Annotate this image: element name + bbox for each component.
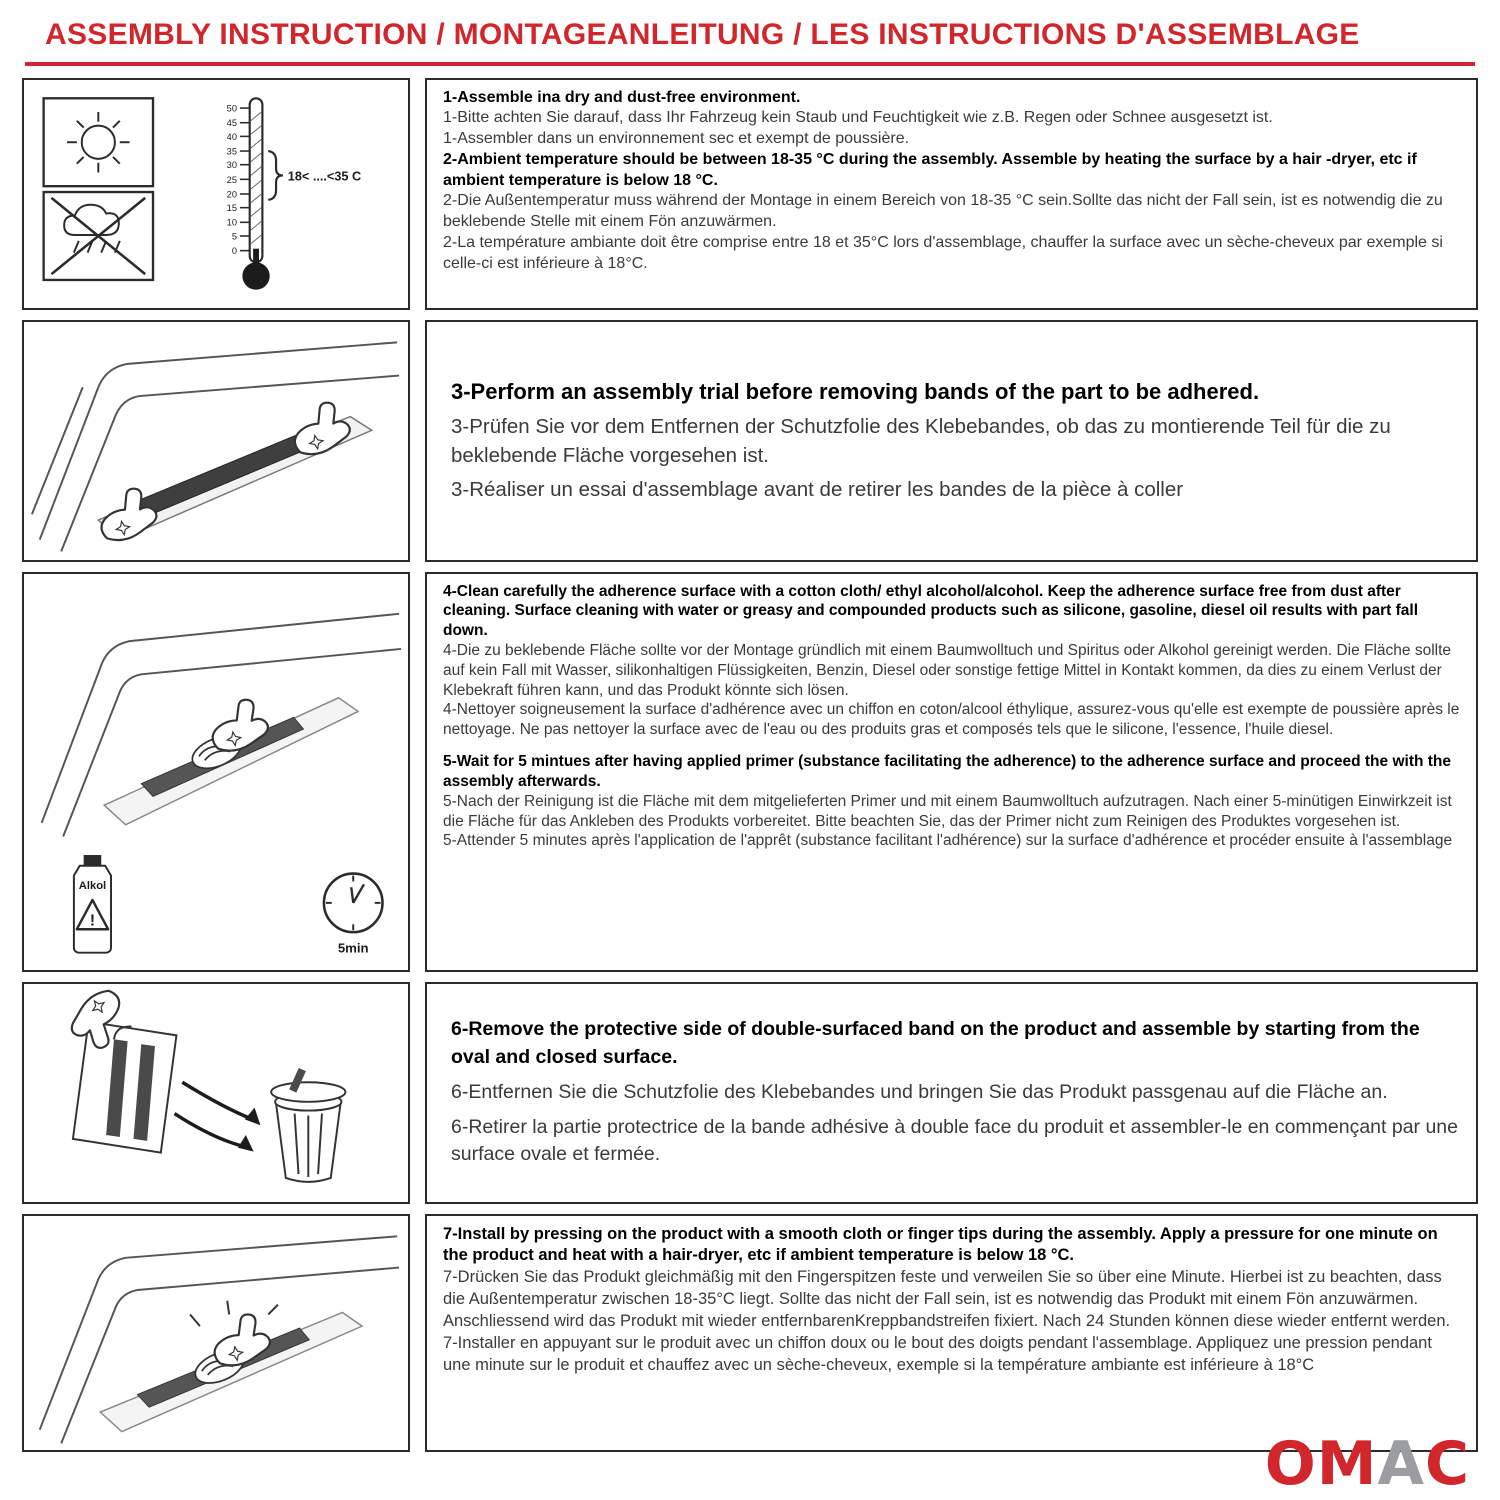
svg-text:5min: 5min bbox=[337, 940, 369, 956]
text-panel-step-6 bbox=[425, 982, 1478, 1204]
svg-text:Alkol: Alkol bbox=[78, 879, 107, 892]
sill-trim-product bbox=[133, 432, 317, 516]
svg-text:40: 40 bbox=[226, 131, 237, 142]
instruction-step2-fr: 2-La température ambiante doit être comprise entre 18 et 35°C lors d'assemblage, chauffer la surface avec un sèche-cheveux par exemple si celle-ci est inférieure à 18°C. bbox=[443, 234, 1443, 272]
no-rain-icon bbox=[51, 197, 145, 273]
instruction-step1-de: 1-Bitte achten Sie darauf, dass Ihr Fahrzeug kein Staub und Feuchtigkeit wie z.B. Regen oder Schnee ausgesetzt ist. bbox=[443, 109, 1273, 127]
section-step-3 bbox=[22, 320, 1478, 562]
page-title: ASSEMBLY INSTRUCTION / MONTAGEANLEITUNG / LES INSTRUCTIONS D'ASSEMBLAGE bbox=[45, 18, 1360, 51]
logo-letter-c: C bbox=[1424, 1429, 1470, 1499]
sun-icon bbox=[67, 111, 130, 172]
instruction-step4-fr: 4-Nettoyer soigneusement la surface d'adhérence avec un chiffon en coton/alcool éthylique, assurez-vous qu'elle est exempte de poussière après le nettoyage. Ne pas nettoyer la surface avec de l'eau ou des produits gras et composés tels que le silicone, l'essence, l'huile diesel. bbox=[443, 701, 1460, 739]
svg-text:25: 25 bbox=[226, 174, 237, 185]
logo-letters-om: OM bbox=[1264, 1429, 1378, 1499]
instruction-step7-fr: 7-Installer en appuyant sur le produit avec un chiffon doux ou le bout des doigts pendant l'assemblage. Appliquez une pression pendant une minute sur le produit et chauffez avec un sèche-cheveux, exemple si la température ambiante est inférieure à 18°C bbox=[443, 1334, 1432, 1375]
illustration-panel-cleaning bbox=[22, 572, 410, 972]
alcohol-bottle-icon bbox=[74, 855, 111, 953]
instruction-step5-en: 5-Wait for 5 mintues after having applied primer (substance facilitating the adherence) to the adherence surface and proceed the with the assembly afterwards. bbox=[443, 753, 1451, 790]
clock-icon bbox=[324, 873, 383, 955]
thermometer-scale-labels bbox=[227, 103, 237, 256]
instruction-step7-en: 7-Install by pressing on the product with a smooth cloth or finger tips during the assembly. Apply a pressure for one minute on the product and heat with a hair-dryer, etc if ambient temperature is below 18 °C. bbox=[443, 1224, 1438, 1265]
svg-text:18< ....<35 C: 18< ....<35 C bbox=[287, 168, 362, 183]
assembly-trial-illustration bbox=[28, 326, 404, 556]
svg-text:50: 50 bbox=[226, 102, 237, 113]
instruction-step2-en: 2-Ambient temperature should be between 18-35 °C during the assembly. Assemble by heating the surface by a hair -dryer, etc if ambient temperature is below 18 °C. bbox=[443, 150, 1417, 189]
left-hand-icon bbox=[95, 484, 160, 543]
svg-text:0: 0 bbox=[231, 245, 237, 256]
trash-bin-icon bbox=[271, 1082, 345, 1182]
band-removal-illustration bbox=[28, 988, 404, 1198]
text-panel-step-3 bbox=[425, 320, 1478, 562]
instruction-step7-de: 7-Drücken Sie das Produkt gleichmäßig mit den Fingerspitzen feste und verweilen Sie so über eine Minute. Hierbei ist zu beachten, dass die Außentemperatur zwischen 18-35°C liegt. Sollte das nicht der Fall sein, ist es notwendig das Produkt mit einem Fön anzuwärmen. Anschliessend wird das Produkt mit wieder entfernbarenKreppbandstreifen fixiert. Nach 24 Stunden können diese wieder entfernt werden. bbox=[443, 1268, 1451, 1331]
climate-conditions-illustration bbox=[28, 84, 404, 304]
svg-text:5: 5 bbox=[231, 230, 237, 241]
instruction-step3-de: 3-Prüfen Sie vor dem Entfernen der Schutzfolie des Klebebandes, ob das zu montierende Teil für die zu beklebende Fläche vorgesehen ist. bbox=[451, 415, 1391, 467]
illustration-panel-trial bbox=[22, 320, 410, 562]
text-panel-step-4-5 bbox=[425, 572, 1478, 972]
illustration-panel-press-install bbox=[22, 1214, 410, 1452]
right-hand-icon bbox=[288, 399, 353, 458]
pressure-lines bbox=[190, 1300, 278, 1325]
instruction-step5-de: 5-Nach der Reinigung ist die Fläche mit dem mitgelieferten Primer und mit einem Baumwolltuch aufzutragen. Nach einer 5-minütigen Einwirkzeit ist die Fläche für das Ankleben des Produkts vorbereitet. Bitte beachten Sie, das der Primer nicht zum Reinigen des Produktes vorgesehen ist. bbox=[443, 792, 1452, 830]
illustration-panel-band-removal bbox=[22, 982, 410, 1204]
svg-text:20: 20 bbox=[226, 188, 237, 199]
instruction-step2-de: 2-Die Außentemperatur muss während der Montage in einem Bereich von 18-35 °C sein.Sollte das nicht der Fall sein, ist es notwendig die zu beklebende Stelle mit einem Fön anzuwärmen. bbox=[443, 192, 1443, 231]
instruction-step3-fr: 3-Réaliser un essai d'assemblage avant de retirer les bandes de la pièce à coller bbox=[451, 477, 1184, 501]
instruction-step5-fr: 5-Attender 5 minutes après l'application de l'apprêt (substance facilitant l'adhérence) sur la surface d'adhérence et procéder ensuite à l'assemblage bbox=[443, 832, 1453, 850]
section-step-4-5 bbox=[22, 572, 1478, 972]
arrow-icon bbox=[174, 1082, 260, 1151]
svg-text:35: 35 bbox=[226, 145, 237, 156]
section-step-1-2 bbox=[22, 78, 1478, 310]
text-panel-step-1-2 bbox=[425, 78, 1478, 310]
svg-text:!: ! bbox=[89, 911, 96, 929]
instruction-step1-en: 1-Assemble ina dry and dust-free environment. bbox=[443, 88, 801, 106]
surface-cleaning-illustration bbox=[28, 578, 404, 966]
svg-text:30: 30 bbox=[226, 159, 237, 170]
press-install-illustration bbox=[28, 1220, 404, 1446]
illustration-panel-climate bbox=[22, 78, 410, 310]
instruction-step4-en: 4-Clean carefully the adherence surface with a cotton cloth/ ethyl alcohol/alcohol. Keep the adherence surface free from dust after cleaning. Surface cleaning with water or greasy and compounded products such as silicone, gasoline, diesel oil results with part fall down. bbox=[443, 582, 1419, 640]
instruction-step6-fr: 6-Retirer la partie protectrice de la bande adhésive à double face du produit et assembler-le en commençant par une surface ovale et fermée. bbox=[451, 1116, 1459, 1166]
logo-letter-a: A bbox=[1377, 1429, 1425, 1499]
instruction-step6-en: 6-Remove the protective side of double-surfaced band on the product and assemble by starting from the oval and closed surface. bbox=[451, 1018, 1420, 1068]
instruction-step6-de: 6-Entfernen Sie die Schutzfolie des Klebebandes und bringen Sie das Produkt passgenau auf die Fläche an. bbox=[451, 1080, 1388, 1103]
instruction-step3-en: 3-Perform an assembly trial before removing bands of the part to be adhered. bbox=[451, 378, 1260, 404]
svg-text:10: 10 bbox=[226, 217, 237, 228]
text-panel-step-7 bbox=[425, 1214, 1478, 1452]
temperature-range-label bbox=[268, 151, 361, 200]
sun-box bbox=[44, 98, 153, 186]
title-divider bbox=[25, 62, 1475, 66]
section-step-6 bbox=[22, 982, 1478, 1204]
instruction-step1-fr: 1-Assembler dans un environnement sec et exempt de poussière. bbox=[443, 130, 910, 148]
door-frame-lines bbox=[32, 342, 399, 551]
page-header bbox=[0, 0, 1500, 66]
svg-text:45: 45 bbox=[226, 117, 237, 128]
section-step-7 bbox=[22, 1214, 1478, 1452]
thermometer-icon bbox=[227, 98, 270, 289]
instruction-rows bbox=[0, 78, 1500, 1452]
svg-text:15: 15 bbox=[226, 202, 237, 213]
door-frame-lines bbox=[40, 1236, 399, 1443]
omac-logo bbox=[1264, 1429, 1470, 1499]
instruction-step4-de: 4-Die zu beklebende Fläche sollte vor der Montage gründlich mit einem Baumwolltuch und Spiritus oder Alkohol gereinigt werden. Die Fläche sollte auf kein Fall mit Wasser, silikonhaltigen Flüssigkeiten, Benzin, Diesel oder sonstige fettige Mittel in Kontakt kommen, da dies zu einem Verlust der Klebekraft führen kann, und das Produkt könnte sich lösen. bbox=[443, 641, 1452, 699]
